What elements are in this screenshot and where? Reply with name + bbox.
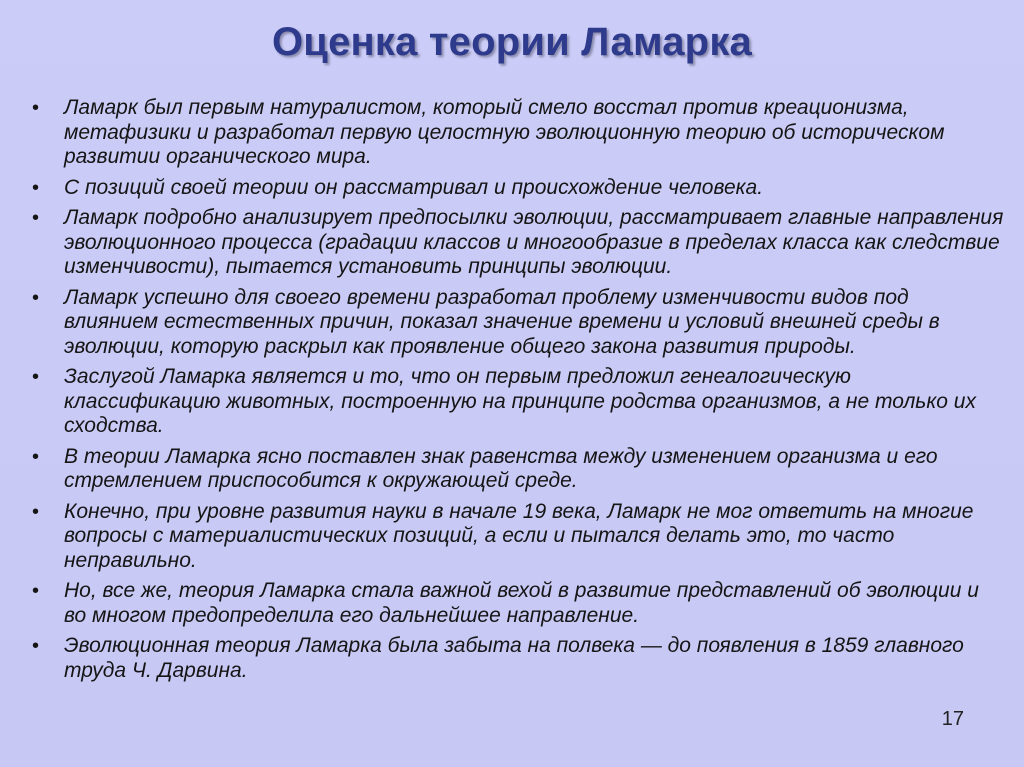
bullet-dot-icon: •	[32, 500, 40, 523]
bullet-text: Заслугой Ламарка является и то, что он первым предложил генеалогическую классификацию животных, построенную на принципе родства организмов, а не только их сходства.	[64, 365, 976, 437]
bullet-item	[28, 286, 1006, 360]
bullet-dot-icon: •	[32, 97, 40, 119]
bullet-item	[28, 176, 1006, 201]
bullet-dot-icon: •	[32, 286, 40, 309]
bullet-text: Ламарк был первым натуралистом, который смело восстал против креационизма, метафизики и разработал первую целостную эволюционную теорию об историческом развитии органического мира.	[64, 96, 945, 168]
slide-title: Оценка теории Ламарка	[271, 20, 752, 64]
bullet-dot-icon: •	[32, 207, 40, 229]
bullet-dot-icon: •	[32, 366, 40, 388]
bullet-text: Ламарк успешно для своего времени разработал проблему изменчивости видов под влиянием естественных причин, показал значение времени и условий внешней среды в эволюции, которую раскрыл как проявление общего закона развития природы.	[64, 285, 940, 358]
bullet-item	[28, 445, 1006, 494]
page-number: 17	[941, 708, 964, 730]
bullet-item	[28, 206, 1006, 280]
bullet-text: В теории Ламарка ясно поставлен знак равенства между изменением организма и его стремлением приспособится к окружающей среде.	[64, 444, 938, 492]
bullet-item	[28, 365, 1006, 439]
bullet-list	[28, 96, 1006, 689]
bullet-dot-icon: •	[32, 580, 40, 602]
bullet-text: Конечно, при уровне развития науки в начале 19 века, Ламарк не мог ответить на многие вопросы с материалистических позиций, а если и пытался делать это, то часто неправильно.	[64, 499, 974, 572]
bullet-dot-icon: •	[32, 176, 40, 199]
bullet-item	[28, 96, 1006, 170]
bullet-dot-icon: •	[32, 445, 40, 468]
bullet-item	[28, 500, 1006, 574]
bullet-item	[28, 579, 1006, 628]
bullet-text: С позиций своей теории он рассматривал и происхождение человека.	[64, 175, 764, 199]
bullet-text: Ламарк подробно анализирует предпосылки эволюции, рассматривает главные направления эволюционного процесса (градации классов и многообразие в пределах класса как следствие изменчивости), пытается установить принципы эволюции.	[64, 206, 1004, 278]
bullet-dot-icon: •	[32, 635, 40, 657]
bullet-text: Эволюционная теория Ламарка была забыта на полвека — до появления в 1859 главного труда Ч. Дарвина.	[64, 634, 964, 682]
bullet-text: Но, все же, теория Ламарка стала важной вехой в развитие представлений об эволюции и во многом предопределила его дальнейшее направление.	[64, 579, 979, 627]
bullet-item	[28, 634, 1006, 683]
